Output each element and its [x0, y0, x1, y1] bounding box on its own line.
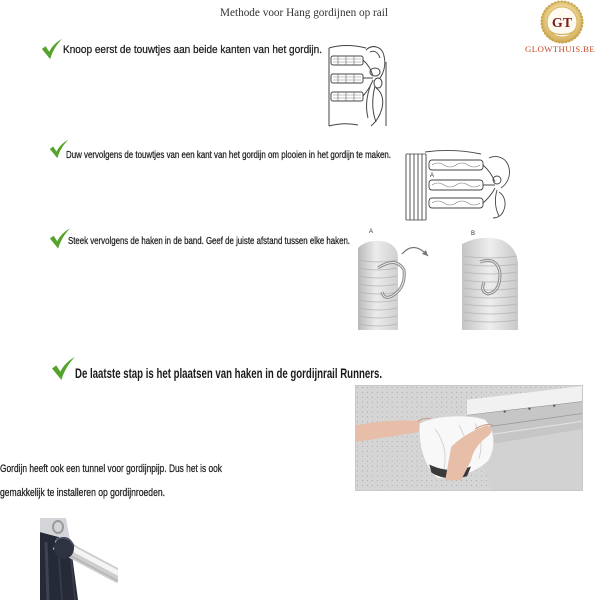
brand-name: GLOWTHUIS.BE [525, 45, 595, 54]
step-3-figure-label-a: A [369, 229, 374, 235]
step-1-illustration [326, 38, 388, 130]
curtain-rod-photo [40, 518, 118, 600]
step-2-text: Duw vervolgens de touwtjes van een kant van het gordijn om plooien in het gordijn te maken. [66, 150, 391, 161]
brand-logo [536, 0, 588, 46]
logo-emblem-icon [536, 0, 588, 46]
step-2-figure-label-a: A [430, 173, 435, 179]
step-3-text: Steek vervolgens de haken in de band. Geef de juiste afstand tussen elke haken. [68, 236, 350, 247]
tunnel-note-line-1: Gordijn heeft ook een tunnel voor gordijnpijp. Dus het is ook [0, 463, 222, 475]
logo-letters: GT [551, 16, 573, 31]
step-1-check-icon [41, 37, 63, 61]
step-1-text: Knoop eerst de touwtjes aan beide kanten van het gordijn. [63, 44, 322, 56]
step-3-photo-a [356, 226, 434, 332]
step-3-figure-label-b: B [471, 231, 476, 237]
step-4-check-icon [51, 354, 76, 383]
tunnel-note-line-2: gemakkelijk te installeren op gordijnroeden. [0, 487, 165, 499]
step-2-illustration [403, 146, 513, 222]
step-4-text: De laatste stap is het plaatsen van haken in de gordijnrail Runners. [75, 365, 382, 381]
step-3-photo-b [458, 226, 522, 332]
step-4-photo [355, 385, 583, 491]
page-title: Methode voor Hang gordijnen op rail [220, 5, 388, 19]
